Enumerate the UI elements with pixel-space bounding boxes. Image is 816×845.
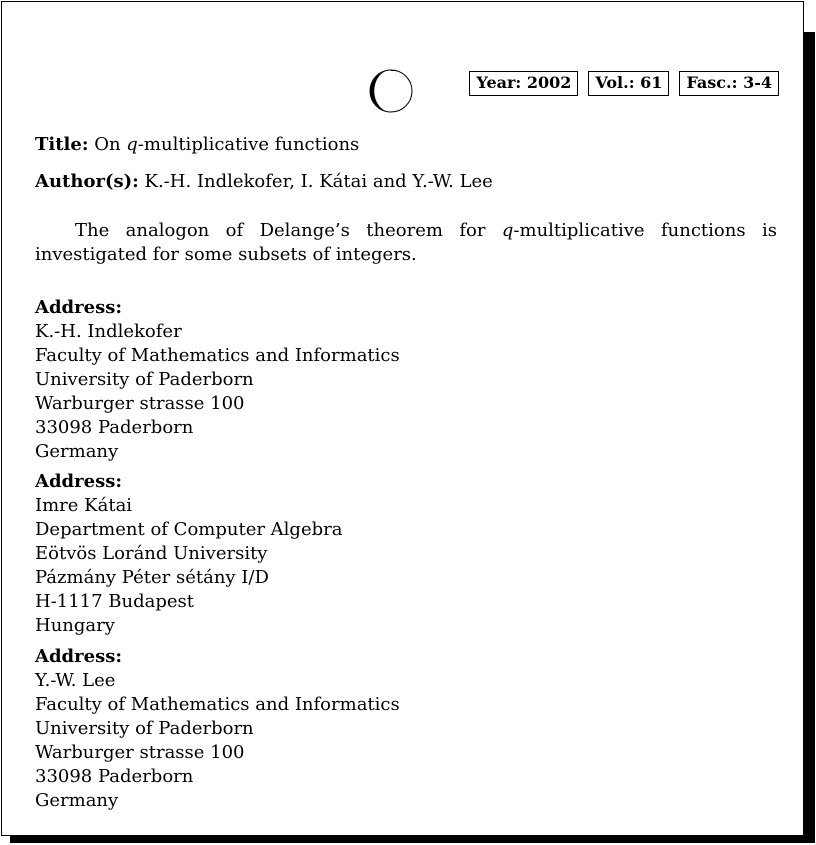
abstract-variable: q: [501, 220, 514, 241]
volume-tag: Vol.: 61: [588, 71, 669, 96]
address-line: 33098 Paderborn: [35, 766, 194, 787]
address-label: Address:: [35, 646, 122, 667]
address-line: Hungary: [35, 615, 115, 636]
authors-line: [35, 170, 493, 194]
address-line: 33098 Paderborn: [35, 417, 194, 438]
issue-info: [469, 71, 779, 96]
title-label: Title:: [35, 134, 89, 155]
address-line: Warburger strasse 100: [35, 393, 245, 414]
address-line: Germany: [35, 790, 119, 811]
title-prefix: On: [94, 134, 127, 155]
title-variable: q: [126, 134, 138, 155]
address-line: K.-H. Indlekofer: [35, 321, 182, 342]
authors-value: K.-H. Indlekofer, I. Kátai and Y.-W. Lee: [144, 171, 493, 192]
authors-label: Author(s):: [35, 171, 139, 192]
address-block-1: [35, 296, 400, 464]
abstract: [35, 219, 777, 267]
address-line: Germany: [35, 441, 119, 462]
abstract-before: The analogon of Delange’s theorem for: [75, 220, 502, 241]
address-block-3: [35, 645, 400, 813]
title-suffix: -multiplicative functions: [137, 134, 360, 155]
year-tag: Year: 2002: [469, 71, 578, 96]
address-line: Pázmány Péter sétány I/D: [35, 567, 269, 588]
address-line: University of Paderborn: [35, 369, 254, 390]
journal-logo-icon: [369, 69, 413, 113]
fascicle-tag: Fasc.: 3-4: [679, 71, 779, 96]
address-label: Address:: [35, 471, 122, 492]
document-page: [1, 1, 804, 836]
address-line: Faculty of Mathematics and Informatics: [35, 694, 400, 715]
address-line: Warburger strasse 100: [35, 742, 245, 763]
address-line: Imre Kátai: [35, 495, 133, 516]
title-line: [35, 133, 359, 157]
abstract-after: -multiplicative functions is investigated for some subsets of integers.: [35, 220, 777, 265]
address-line: Faculty of Mathematics and Informatics: [35, 345, 400, 366]
address-line: Department of Computer Algebra: [35, 519, 343, 540]
address-block-2: [35, 470, 342, 638]
address-line: H-1117 Budapest: [35, 591, 195, 612]
address-line: Y.-W. Lee: [35, 670, 116, 691]
address-label: Address:: [35, 297, 122, 318]
address-line: Eötvös Loránd University: [35, 543, 268, 564]
address-line: University of Paderborn: [35, 718, 254, 739]
